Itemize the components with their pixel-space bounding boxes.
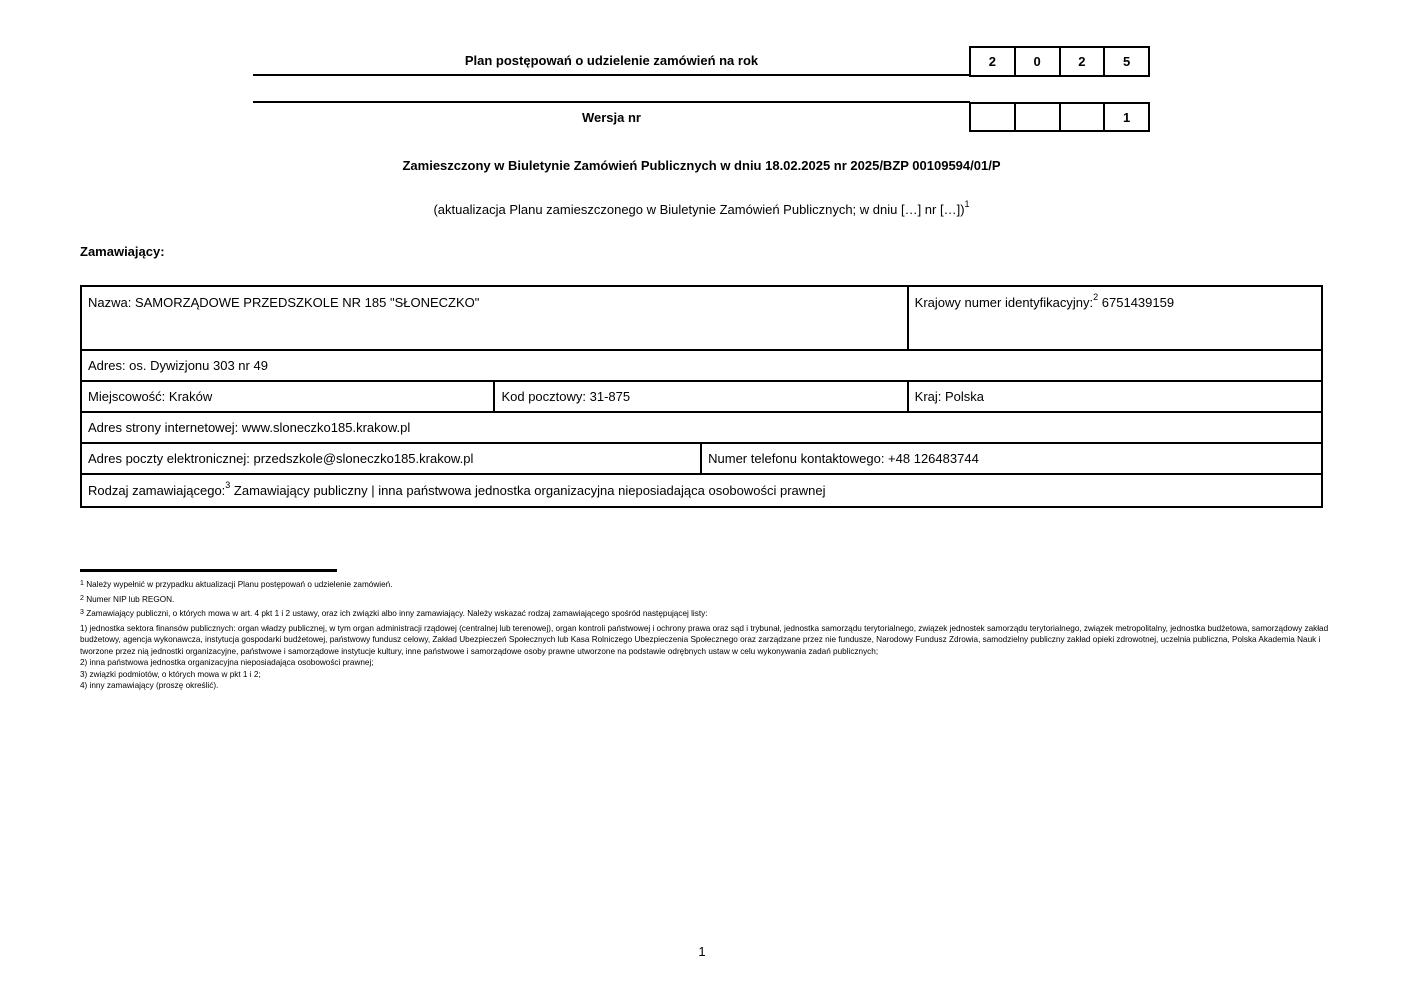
footnotes <box>80 579 1330 692</box>
version-boxes <box>969 102 1150 132</box>
footnote-list-item: 4) inny zamawiający (proszę określić). <box>80 681 219 690</box>
buyer-id-value: 6751439159 <box>1098 295 1175 310</box>
year-boxes <box>969 46 1150 77</box>
buyer-phone: Numer telefonu kontaktowego: +48 126483744 <box>701 443 1322 474</box>
footnote-ref: 1 <box>964 199 970 209</box>
buyer-email: Adres poczty elektronicznej: przedszkole@sloneczko185.krakow.pl <box>81 443 701 474</box>
buyer-name: Nazwa: SAMORZĄDOWE PRZEDSZKOLE NR 185 "SŁONECZKO" <box>81 286 908 350</box>
buyer-address: Adres: os. Dywizjonu 303 nr 49 <box>81 350 1322 381</box>
publication-info: Zamieszczony w Biuletynie Zamówień Publicznych w dniu 18.02.2025 nr 2025/BZP 00109594/01/P <box>402 158 1001 173</box>
buyer-postal: Kod pocztowy: 31-875 <box>494 381 907 412</box>
version-label: Wersja nr <box>581 110 641 125</box>
footnote-number: 3 <box>80 609 84 616</box>
footnote-list-item: 1) jednostka sektora finansów publicznych: organ władzy publicznej, w tym organ administracji rządowej (centralnej lub terenowej), organ kontroli państwowej i ochrony prawa oraz sąd i trybunał, jednostka samorządu terytorialnego, związek jednostek samorządu terytorialnego, związek metropolitalny, jednostka budżetowa, samorządowy zakład budżetowy, agencja wykonawcza, instytucja gospodarki budżetowej, państwowy fundusz celowy, Zakład Ubezpieczeń Społecznych lub Kasa Rolniczego Ubezpieczenia Społecznego oraz zarządzane przez nie fundusze, Narodowy Fundusz Zdrowia, samodzielny publiczny zakład opieki zdrowotnej, uczelnia publiczna, Polska Akademia Nauk i tworzone przez nią jednostki organizacyjne, państwowe i samorządowe instytucje kultury, inne państwowe i samorządowe osoby prawne utworzone na podstawie odrębnych ustaw w celu wykonywania zadań publicznych; <box>80 623 1329 656</box>
footnote-list-item: 3) związki podmiotów, o których mowa w pkt 1 i 2; <box>80 669 261 679</box>
buyer-city: Miejscowość: Kraków <box>81 381 494 412</box>
plan-title: Plan postępowań o udzielenie zamówień na rok <box>464 53 759 68</box>
year-digit: 2 <box>1061 48 1106 75</box>
footnote-number: 1 <box>80 580 84 587</box>
year-digit: 2 <box>971 48 1016 75</box>
version-digit <box>971 104 1016 130</box>
buyer-type-label: Rodzaj zamawiającego: <box>88 483 226 498</box>
update-note <box>253 199 1150 217</box>
year-digit: 5 <box>1123 54 1131 69</box>
buyer-id-label: Krajowy numer identyfikacyjny: <box>914 295 1094 310</box>
footnote-text: Zamawiający publiczni, o których mowa w art. 4 pkt 1 i 2 ustawy, oraz ich związki albo inny zamawiający. Należy wskazać rodzaj zamawiającego spośród następującej listy: <box>86 609 708 618</box>
version-overline <box>253 101 970 103</box>
page-number: 1 <box>698 944 706 959</box>
buyer-website: Adres strony internetowej: www.sloneczko185.krakow.pl <box>81 412 1322 443</box>
footnote-separator <box>80 569 337 572</box>
buyer-type <box>81 474 1322 507</box>
buyer-country: Kraj: Polska <box>908 381 1322 412</box>
version-digit: 1 <box>1123 109 1131 125</box>
footnote-list-item: 2) inna państwowa jednostka organizacyjna nieposiadająca osobowości prawnej; <box>80 658 374 667</box>
version-digit <box>1016 104 1061 130</box>
footnote-2 <box>80 594 1330 606</box>
title-underline <box>253 74 970 76</box>
footnote-1 <box>80 579 1330 591</box>
buyer-type-value: Zamawiający publiczny | inna państwowa jednostka organizacyjna nieposiadająca osobowości prawnej <box>230 483 826 498</box>
footnote-text: Należy wypełnić w przypadku aktualizacji Planu postępowań o udzielenie zamówień. <box>86 580 393 589</box>
version-digit <box>1061 104 1106 130</box>
buyer-id <box>908 286 1322 350</box>
update-note-text: (aktualizacja Planu zamieszczonego w Biuletynie Zamówień Publicznych; w dniu […] nr […]) <box>433 202 965 217</box>
buyer-table <box>80 285 1323 508</box>
footnote-text: Numer NIP lub REGON. <box>86 594 175 604</box>
footnote-ref: 3 <box>225 480 231 490</box>
footnote-ref: 2 <box>1093 292 1099 302</box>
section-title: Zamawiający: <box>80 244 165 259</box>
footnote-number: 2 <box>80 594 84 602</box>
year-digit: 0 <box>1016 48 1061 75</box>
footnote-3 <box>80 608 1330 620</box>
